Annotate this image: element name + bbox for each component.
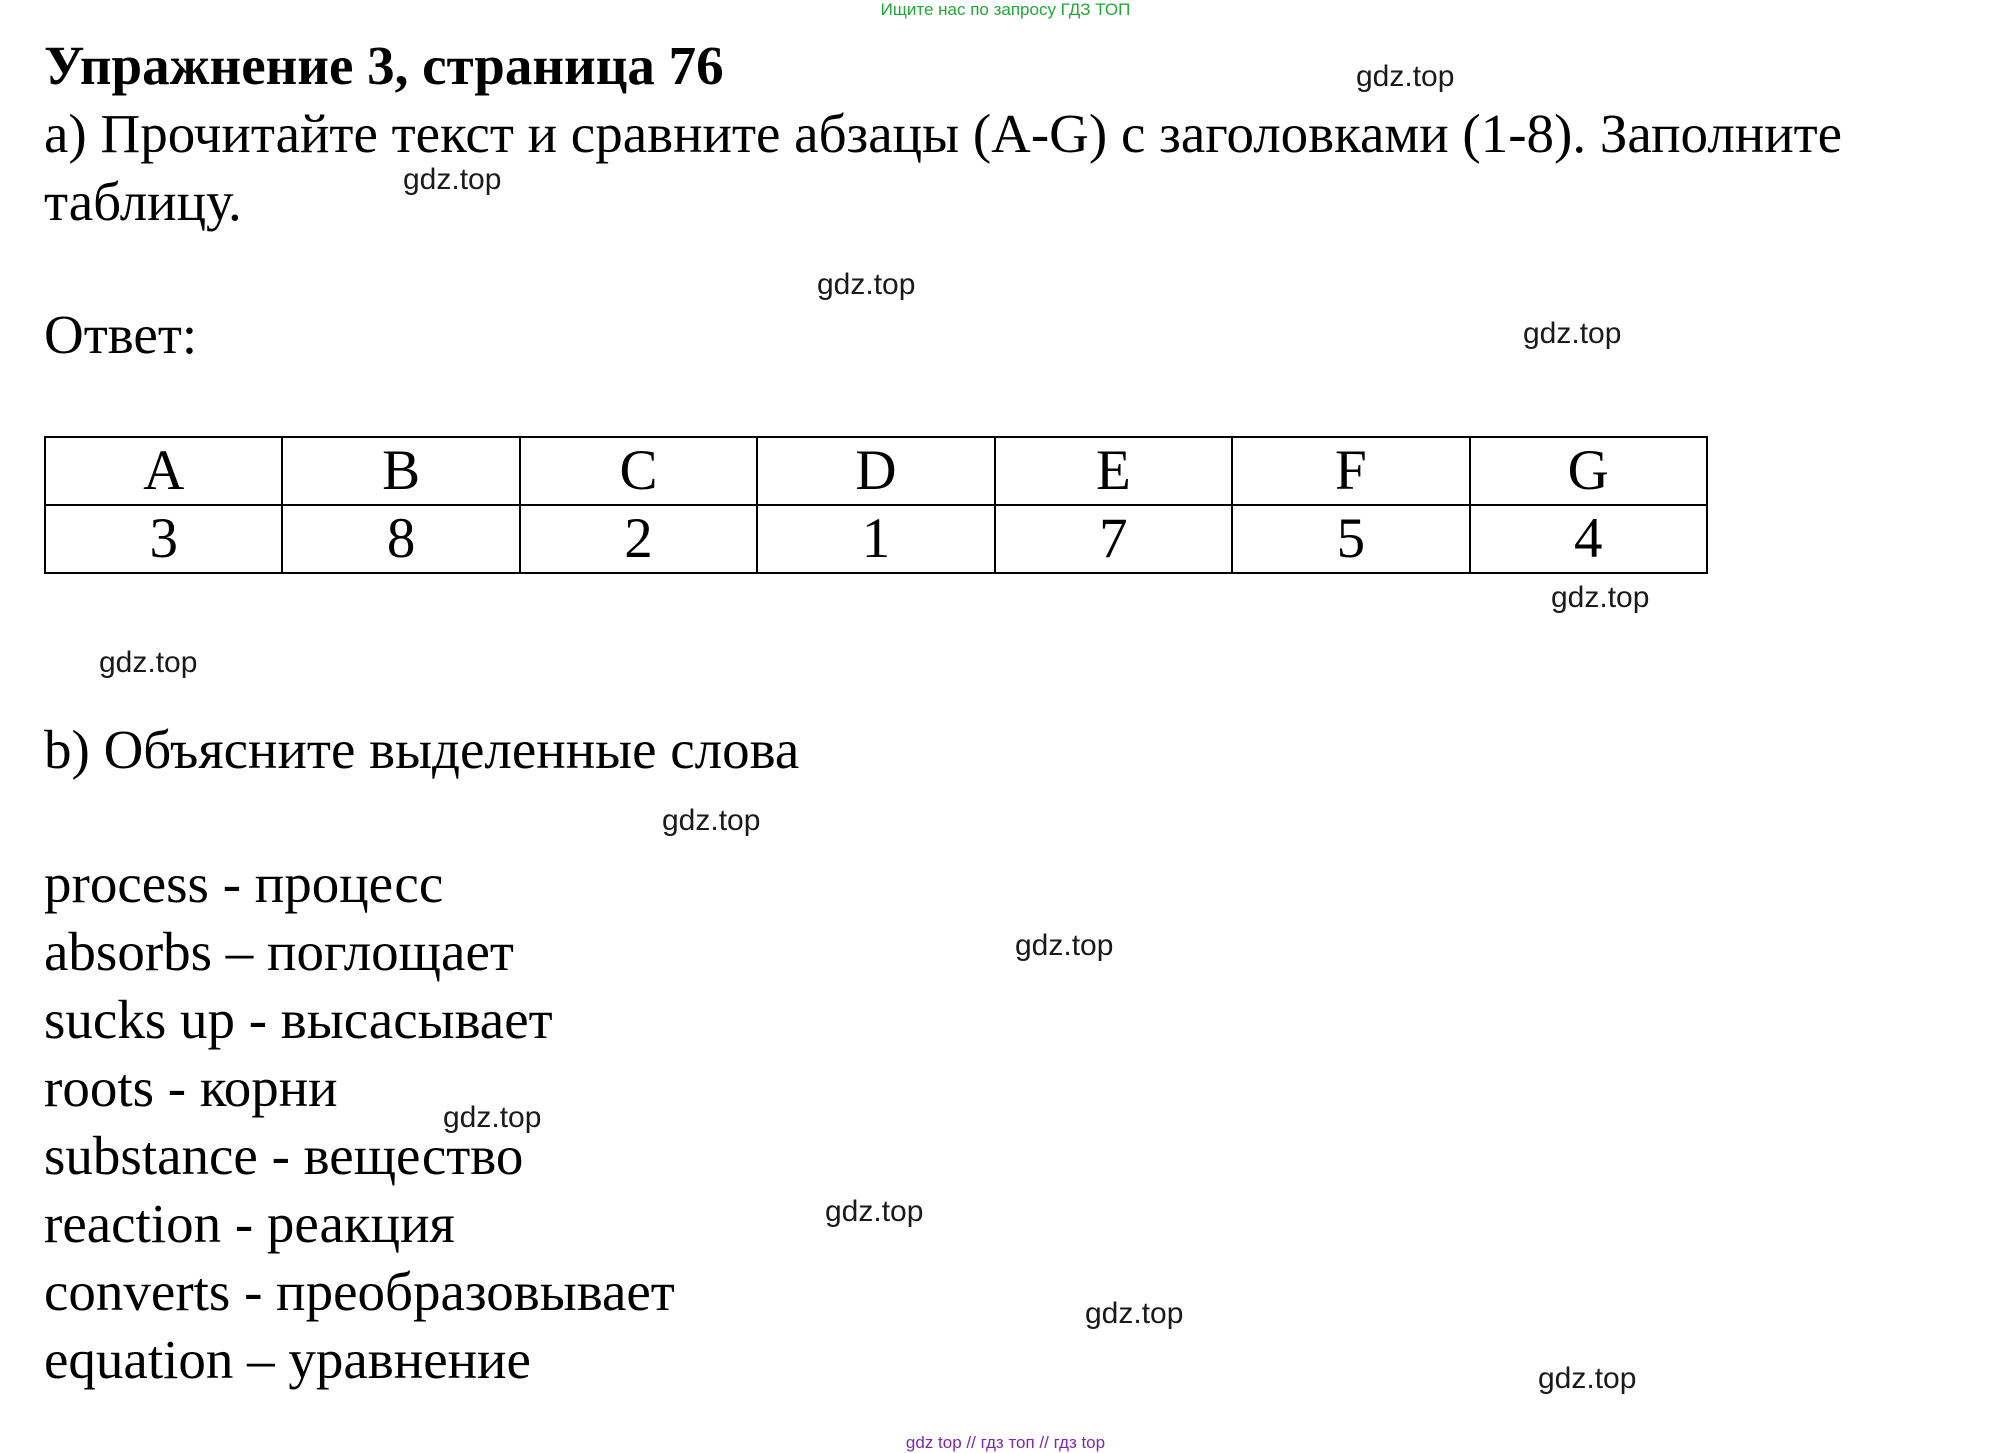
table-value-cell: 8 [282, 505, 519, 573]
watermark: gdz.top [1551, 581, 1650, 614]
table-header-cell: A [45, 437, 282, 505]
task-a-text: a) Прочитайте текст и сравните абзацы (A-G) с заголовками (1-8). Заполните таблицу. [44, 103, 1843, 232]
bottom-banner: gdz top // гдз топ // гдз top [905, 1433, 1106, 1452]
watermark: gdz.top [817, 268, 916, 301]
watermark: gdz.top [1085, 1297, 1184, 1330]
table-header-row [45, 437, 1707, 505]
table-value-cell: 3 [45, 505, 282, 573]
watermark: gdz.top [662, 804, 761, 837]
answer-table [44, 436, 1708, 574]
watermark: gdz.top [1523, 317, 1622, 350]
vocab-item: equation – уравнение [44, 1329, 531, 1390]
table-value-cell: 4 [1470, 505, 1707, 573]
task-b-text: b) Объясните выделенные слова [44, 719, 800, 780]
vocab-item: reaction - реакция [44, 1193, 455, 1254]
watermark: gdz.top [1015, 929, 1114, 962]
table-value-cell: 7 [995, 505, 1232, 573]
vocab-item: absorbs – поглощает [44, 921, 514, 982]
table-header-cell: E [995, 437, 1232, 505]
table-value-cell: 2 [520, 505, 757, 573]
watermark: gdz.top [403, 163, 502, 196]
vocab-item: converts - преобразовывает [44, 1261, 675, 1322]
watermark: gdz.top [1538, 1362, 1637, 1395]
page-title: Упражнение 3, страница 76 [44, 35, 724, 96]
vocabulary-list [44, 850, 675, 1394]
watermark: gdz.top [443, 1101, 542, 1134]
table-header-cell: B [282, 437, 519, 505]
answer-label: Ответ: [44, 304, 198, 365]
table-value-cell: 5 [1232, 505, 1469, 573]
table-value-row [45, 505, 1707, 573]
top-banner: Ищите нас по запросу ГДЗ ТОП [880, 0, 1131, 19]
table-header-cell: D [757, 437, 994, 505]
vocab-item: substance - вещество [44, 1125, 524, 1186]
table-header-cell: G [1470, 437, 1707, 505]
watermark: gdz.top [1356, 60, 1455, 93]
watermark: gdz.top [825, 1195, 924, 1228]
vocab-item: sucks up - высасывает [44, 989, 553, 1050]
vocab-item: process - процесс [44, 853, 444, 914]
table-value-cell: 1 [757, 505, 994, 573]
watermark: gdz.top [99, 646, 198, 679]
table-header-cell: F [1232, 437, 1469, 505]
vocab-item: roots - корни [44, 1057, 338, 1118]
table-header-cell: C [520, 437, 757, 505]
